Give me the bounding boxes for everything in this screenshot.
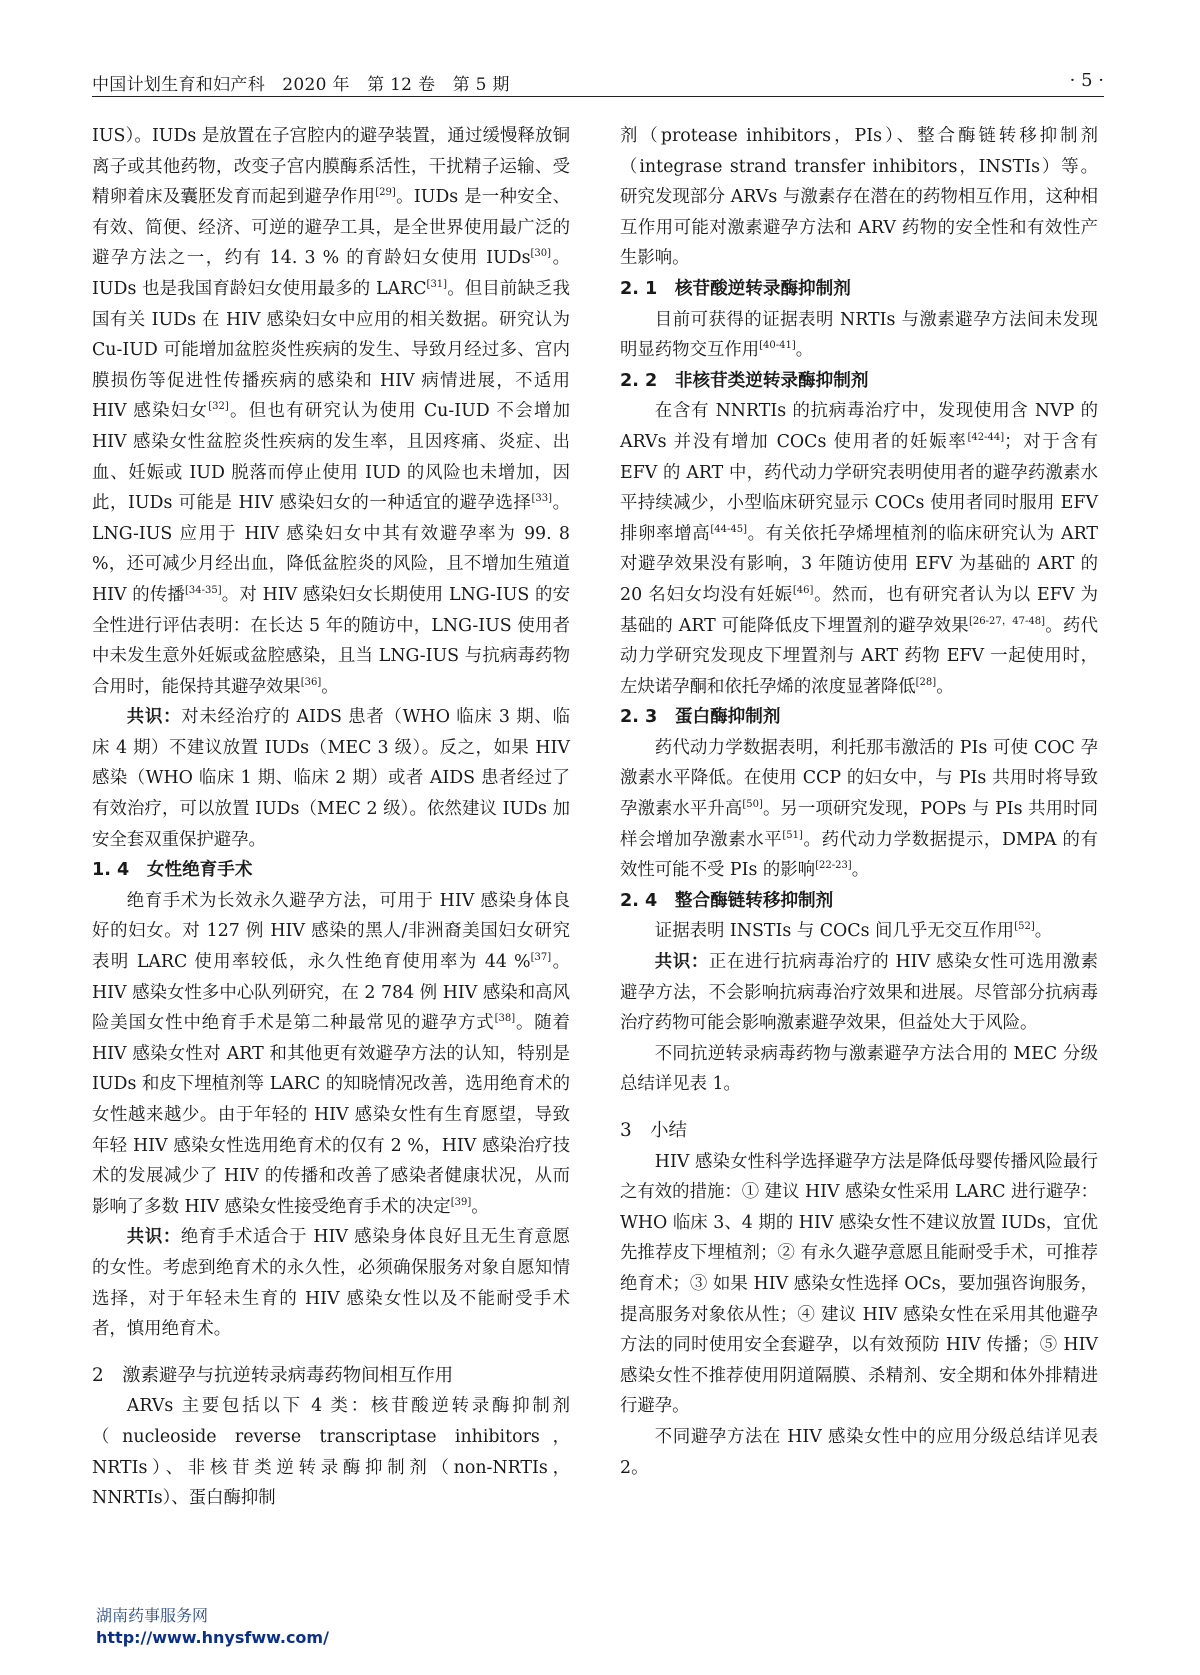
paragraph: 证据表明 INSTIs 与 COCs 间几乎无交互作用[52]。 [654,921,1053,942]
paragraph: IUS）。IUDs 是放置在子宫腔内的避孕装置，通过缓慢释放铜离子或其他药物，改变子宫内膜酶系活性，干扰精子运输、受精卵着床及囊胚发育而起到避孕作用[29]。IUDs 是一种安全、有效、简便、经济、可逆的避孕工具，是全世界使用最广泛的避孕方法之一，约有 14. 3 % 的育龄妇女使用 IUDs[30]。IUDs 也是我国育龄妇女使用最多的 LARC[31]。但目前缺乏我国有关 IUDs 在 HIV 感染妇女中应用的相关数据。研究认为 Cu-IUD 可能增加盆腔炎性疾病的发生、导致月经过多、宫内膜损伤等促进性传播疾病的感染和 HIV 病情进展，不适用 HIV 感染妇女[32]。但也有研究认为使用 Cu-IUD 不会增加 HIV 感染女性盆腔炎性疾病的发生率，且因疼痛、炎症、出血、妊娠或 IUD 脱落而停止使用 IUD 的风险也未增加，因此，IUDs 可能是 HIV 感染妇女的一种适宜的避孕选择[33]。LNG-IUS 应用于 HIV 感染妇女中其有效避孕率为 99. 8 %，还可减少月经出血，降低盆腔炎的风险，且不增加生殖道 HIV 的传播[34-35]。对 HIV 感染妇女长期使用 LNG-IUS 的安全性进行评估表明：在长达 5 年的随访中，LNG-IUS 使用者中未发生意外妊娠或盆腔感染，且当 LNG-IUS 与抗病毒药物合用时，能保持其避孕效果[36]。 [92,126,570,697]
paragraph: 绝育手术为长效永久避孕方法，可用于 HIV 感染身体良好的妇女。对 127 例 HIV 感染的黑人/非洲裔美国妇女研究表明 LARC 使用率较低，永久性绝育使用率为 44 %[37]。HIV 感染女性多中心队列研究，在 2 784 例 HIV 感染和高风险美国女性中绝育手术是第二种最常见的避孕方式[38]。随着 HIV 感染女性对 ART 和其他更有效避孕方法的认知，特别是 IUDs 和皮下埋植剂等 LARC 的知晓情况改善，选用绝育术的女性越来越少。由于年轻的 HIV 感染女性有生育愿望，导致年轻 HIV 感染女性选用绝育术的仅有 2 %，HIV 感染治疗技术的发展减少了 HIV 的传播和改善了感染者健康状况，从而影响了多数 HIV 感染女性接受绝育手术的决定[39]。 [92,890,570,1217]
consensus-paragraph: 共识：正在进行抗病毒治疗的 HIV 感染女性可选用激素避孕方法，不会影响抗病毒治疗效果和进展。尽管部分抗病毒治疗药物可能会影响激素避孕效果，但益处大于风险。 [620,952,1098,1034]
section-heading-3: 3 小结 [620,1120,687,1141]
consensus-paragraph: 共识：对未经治疗的 AIDS 患者（WHO 临床 3 期、临床 4 期）不建议放置 IUDs（MEC 3 级）。反之，如果 HIV 感染（WHO 临床 1 期、临床 2 期）或者 AIDS 患者经过了有效治疗，可以放置 IUDs（MEC 2 级）。依然建议 IUDs 加安全套双重保护避孕。 [92,707,570,850]
consensus-paragraph: 共识：绝育手术适合于 HIV 感染身体良好且无生育意愿的女性。考虑到绝育术的永久性，必须确保服务对象自愿知情选择，对于年轻未生育的 HIV 感染女性以及不能耐受手术者，慎用绝育术。 [92,1227,570,1340]
section-heading-2-1: 2. 1 核苷酸逆转录酶抑制剂 [620,278,851,299]
journal-title: 中国计划生育和妇产科 2020 年 第 12 卷 第 5 期 [92,75,510,95]
page-number: · 5 · [1069,70,1104,91]
section-heading-2-2: 2. 2 非核苷类逆转录酶抑制剂 [620,370,869,391]
site-url[interactable]: http://www.hnysfww.com/ [96,1628,329,1647]
paragraph: 药代动力学数据表明，利托那韦激活的 PIs 可使 COC 孕激素水平降低。在使用 CCP 的妇女中，与 PIs 共用时将导致孕激素水平升高[50]。另一项研究发现，POPs 与 PIs 共用时同样会增加孕激素水平[51]。药代动力学数据提示，DMPA 的有效性可能不受 PIs 的影响[22-23]。 [620,737,1098,881]
paragraph: 目前可获得的证据表明 NRTIs 与激素避孕方法间未发现明显药物交互作用[40-41]。 [620,309,1098,361]
section-heading-2: 2 激素避孕与抗逆转录病毒药物间相互作用 [92,1364,454,1386]
footer-watermark [96,1605,329,1649]
paragraph: 不同避孕方法在 HIV 感染女性中的应用分级总结详见表 2。 [620,1426,1098,1478]
left-column [92,121,570,1514]
paragraph: 在含有 NNRTIs 的抗病毒治疗中，发现使用含 NVP 的 ARVs 并没有增加 COCs 使用者的妊娠率[42-44]；对于含有 EFV 的 ART 中，药代动力学研究表明使用者的避孕药激素水平持续减少，小型临床研究显示 COCs 使用者同时服用 EFV 排卵率增高[44-45]。有关依托孕烯埋植剂的临床研究认为 ART 对避孕效果没有影响，3 年随访使用 EFV 为基础的 ART 的 20 名妇女均没有妊娠[46]。然而，也有研究者认为以 EFV 为基础的 ART 可能降低皮下埋置剂的避孕效果[26-27，47-48]。药代动力学研究发现皮下埋置剂与 ART 药物 EFV 一起使用时，左炔诺孕酮和依托孕烯的浓度显著降低[28]。 [620,401,1098,697]
site-name: 湖南药事服务网 [96,1606,209,1625]
running-header [92,62,1104,97]
paragraph: 不同抗逆转录病毒药物与激素避孕方法合用的 MEC 分级总结详见表 1。 [620,1043,1098,1095]
section-heading-1-4: 1. 4 女性绝育手术 [92,860,253,881]
paragraph: HIV 感染女性科学选择避孕方法是降低母婴传播风险最行之有效的措施：① 建议 HIV 感染女性采用 LARC 进行避孕：WHO 临床 3、4 期的 HIV 感染女性不建议放置 IUDs，宜优先推荐皮下埋植剂；② 有永久避孕意愿且能耐受手术，可推荐绝育术；③ 如果 HIV 感染女性选择 OCs，要加强咨询服务，提高服务对象依从性；④ 建议 HIV 感染女性在采用其他避孕方法的同时使用安全套避孕，以有效预防 HIV 传播；⑤ HIV 感染女性不推荐使用阴道隔膜、杀精剂、安全期和体外排精进行避孕。 [620,1151,1098,1417]
right-column [620,121,1098,1483]
section-heading-2-3: 2. 3 蛋白酶抑制剂 [620,707,781,728]
section-heading-2-4: 2. 4 整合酶链转移抑制剂 [620,890,834,911]
paragraph: ARVs 主要包括以下 4 类：核苷酸逆转录酶抑制剂（nucleoside reverse transcriptase inhibitors，NRTIs）、非核苷类逆转录酶抑制剂（non-NRTIs，NNRTIs）、蛋白酶抑制 [92,1396,570,1509]
paragraph: 剂（protease inhibitors，PIs）、整合酶链转移抑制剂（integrase strand transfer inhibitors，INSTIs）等。研究发现部分 ARVs 与激素存在潜在的药物相互作用，这种相互作用可能对激素避孕方法和 ARV 药物的安全性和有效性产生影响。 [620,126,1098,269]
